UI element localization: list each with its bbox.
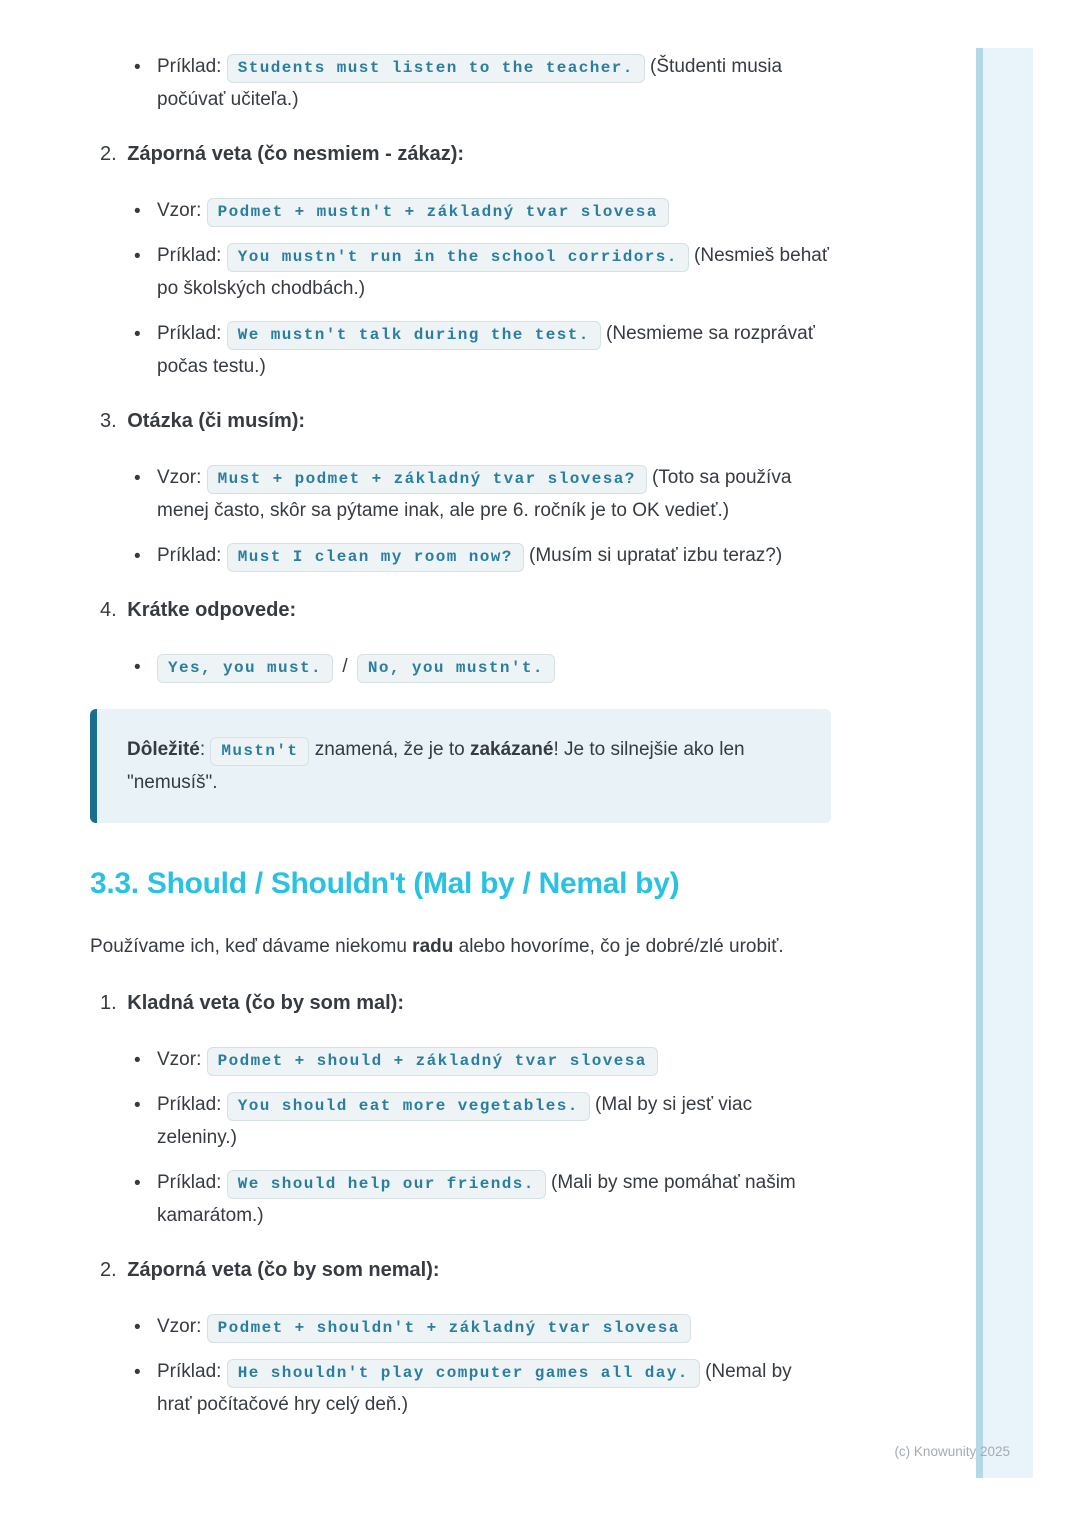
inline-code-chip: Podmet + should + základný tvar slovesa xyxy=(207,1047,658,1076)
item-translation: (Nemal by hrať počítačové hry celý deň.) xyxy=(157,1361,792,1415)
inline-code-chip: We mustn't talk during the test. xyxy=(227,321,601,350)
example-list xyxy=(90,1043,831,1232)
callout-text xyxy=(127,733,801,799)
inline-code-chip: Podmet + shouldn't + základný tvar slovesa xyxy=(207,1314,691,1343)
item-translation: (Toto sa používa menej často, skôr sa pýtame inak, ale pre 6. ročník je to OK vedieť.) xyxy=(157,467,792,521)
list-item xyxy=(157,317,831,383)
list-item xyxy=(157,1166,831,1232)
heading-number: 3. xyxy=(100,410,117,432)
important-callout xyxy=(90,709,831,823)
list-item xyxy=(157,1355,831,1421)
scrollbar-track[interactable] xyxy=(976,48,1033,1478)
slash-separator: / xyxy=(342,656,348,677)
list-item xyxy=(157,539,831,572)
item-label: Vzor: xyxy=(157,1316,202,1337)
heading-number: 2. xyxy=(100,143,117,165)
heading-number: 2. xyxy=(100,1259,117,1281)
example-list xyxy=(90,194,831,383)
item-label: Príklad: xyxy=(157,56,222,77)
list-item xyxy=(157,461,831,527)
numbered-heading xyxy=(90,407,831,435)
numbered-heading xyxy=(90,989,831,1017)
item-label: Vzor: xyxy=(157,200,202,221)
list-item xyxy=(157,239,831,305)
callout-body-end: ! Je to silnejšie ako len "nemusíš". xyxy=(127,739,745,793)
heading-title: Krátke odpovede: xyxy=(127,599,297,621)
item-label: Príklad: xyxy=(157,1361,222,1382)
inline-code-chip: Podmet + mustn't + základný tvar slovesa xyxy=(207,198,669,227)
item-translation: (Nesmieme sa rozprávať počas testu.) xyxy=(157,323,815,377)
item-translation: (Nesmieš behať po školských chodbách.) xyxy=(157,245,829,299)
inline-code-chip: You mustn't run in the school corridors. xyxy=(227,243,689,272)
list-item xyxy=(157,50,831,116)
inline-code-chip: No, you mustn't. xyxy=(357,654,555,683)
inline-code-chip: Must + podmet + základný tvar slovesa? xyxy=(207,465,647,494)
intro-text: Používame ich, keď dávame niekomu xyxy=(90,936,407,957)
item-label: Príklad: xyxy=(157,1172,222,1193)
section-title: 3.3. Should / Shouldn't (Mal by / Nemal by) xyxy=(90,867,680,900)
item-label: Príklad: xyxy=(157,245,222,266)
heading-number: 4. xyxy=(100,599,117,621)
numbered-heading xyxy=(90,140,831,168)
list-item xyxy=(157,650,831,683)
intro-paragraph xyxy=(90,930,831,963)
numbered-heading xyxy=(90,596,831,624)
inline-code-chip: He shouldn't play computer games all day. xyxy=(227,1359,700,1388)
item-translation: (Študenti musia počúvať učiteľa.) xyxy=(157,56,783,110)
inline-code-chip: Students must listen to the teacher. xyxy=(227,54,645,83)
inline-code-chip: You should eat more vegetables. xyxy=(227,1092,590,1121)
numbered-heading xyxy=(90,1256,831,1284)
example-list xyxy=(90,1310,831,1421)
item-label: Príklad: xyxy=(157,545,222,566)
intro-bold-word: radu xyxy=(412,936,454,957)
item-label: Príklad: xyxy=(157,323,222,344)
example-list xyxy=(90,461,831,572)
footer-credit: (c) Knowunity 2025 xyxy=(894,1444,1010,1459)
heading-title: Kladná veta (čo by som mal): xyxy=(127,992,404,1014)
list-item xyxy=(157,194,831,227)
item-translation: (Mal by si jesť viac zeleniny.) xyxy=(157,1094,753,1148)
heading-number: 1. xyxy=(100,992,117,1014)
inline-code-chip: Must I clean my room now? xyxy=(227,543,524,572)
item-translation: (Musím si upratať izbu teraz?) xyxy=(529,545,783,566)
item-label: Vzor: xyxy=(157,467,202,488)
list-item xyxy=(157,1043,831,1076)
item-translation: (Mali by sme pomáhať našim kamarátom.) xyxy=(157,1172,796,1226)
list-item xyxy=(157,1310,831,1343)
list-item xyxy=(157,1088,831,1154)
item-label: Príklad: xyxy=(157,1094,222,1115)
callout-bold-word: zakázané xyxy=(469,739,554,760)
short-answers-list xyxy=(90,650,831,683)
heading-title: Otázka (či musím): xyxy=(127,410,306,432)
heading-title: Záporná veta (čo nesmiem - zákaz): xyxy=(127,143,465,165)
inline-code-chip: Mustn't xyxy=(210,737,309,766)
example-list xyxy=(90,0,831,116)
item-label: Vzor: xyxy=(157,1049,202,1070)
heading-title: Záporná veta (čo by som nemal): xyxy=(127,1259,440,1281)
intro-text-end: alebo hovoríme, čo je dobré/zlé urobiť. xyxy=(458,936,784,957)
callout-label: Dôležité xyxy=(127,739,200,760)
callout-body: znamená, že je to xyxy=(314,739,465,760)
inline-code-chip: Yes, you must. xyxy=(157,654,333,683)
document-content xyxy=(90,0,831,1433)
callout-colon: : xyxy=(199,739,206,760)
inline-code-chip: We should help our friends. xyxy=(227,1170,546,1199)
